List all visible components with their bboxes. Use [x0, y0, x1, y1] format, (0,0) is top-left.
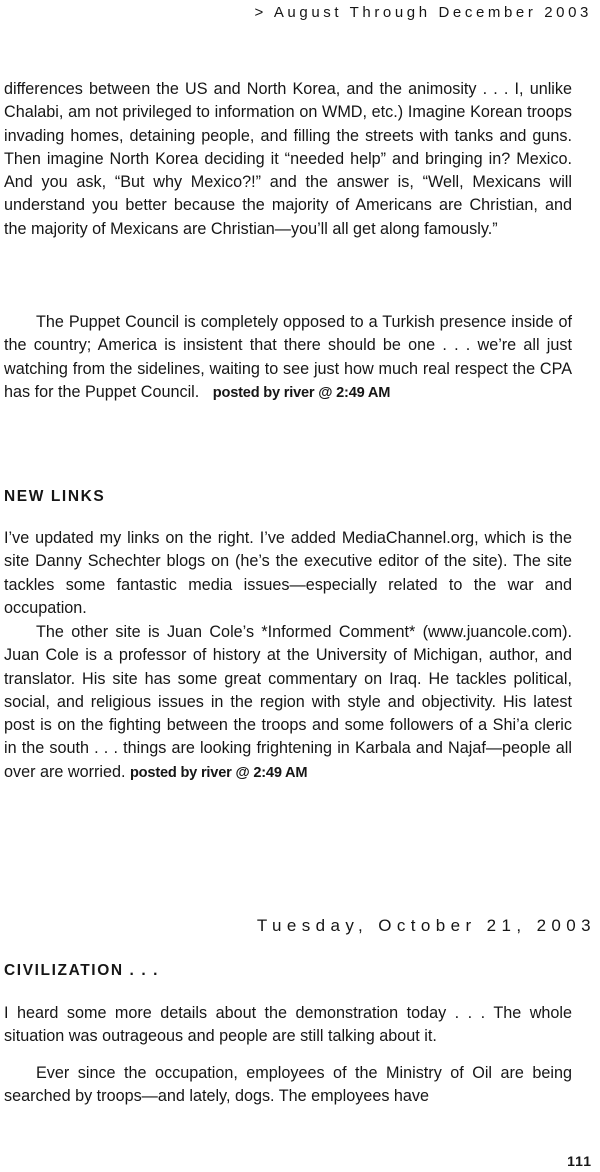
- post1-paragraph-1: differences between the US and North Korea, and the animosity . . . I, unlike Chalabi, am not privileged to information on WMD, etc.) Imagine Korean troops invading homes, detaining people, and filling the streets with tanks and guns. Then imagine North Korea deciding it “needed help” and bringing in? Mexico. And you ask, “But why Mexico?!” and the answer is, “Well, Mexicans will understand you better because the majority of Americans are Christian, and the majority of Mexicans are Christian—you’ll all get along famously.”: [4, 80, 572, 238]
- running-head: > August Through December 2003: [254, 4, 592, 21]
- post2-paragraph-1: I’ve updated my links on the right. I’ve added MediaChannel.org, which is the site Danny Schechter blogs on (he’s the executive editor of the site). The site tackles some fantastic media issues—especially related to the war and occupation.: [4, 529, 572, 617]
- post-heading-civilization: CIVILIZATION . . .: [4, 962, 160, 979]
- post-heading-new-links: NEW LINKS: [4, 488, 106, 505]
- post2-paragraph-2: [4, 621, 572, 785]
- post1-paragraph-2-text: The Puppet Council is completely opposed to a Turkish presence inside of the country; America is insistent that there should be one . . . we’re all just watching from the sidelines, waiting to see just how much real respect the CPA has for the Puppet Council.: [4, 313, 572, 401]
- post1-paragraph-2: [4, 311, 572, 405]
- posted-by: posted by river @ 2:49 AM: [129, 764, 308, 781]
- page-number: 111: [567, 1153, 592, 1169]
- posted-by: posted by river @ 2:49 AM: [212, 384, 391, 401]
- post3-paragraph-1: I heard some more details about the demonstration today . . . The whole situation was outrageous and people are still talking about it.: [4, 1004, 572, 1046]
- date-heading: Tuesday, October 21, 2003: [256, 916, 596, 935]
- post2-paragraph-2-text: The other site is Juan Cole’s *Informed Comment* (www.juancole.com). Juan Cole is a professor of history at the University of Michigan, author, and translator. His site has some great commentary on Iraq. He tackles political, social, and religious issues in the region with style and objectivity. His latest post is on the fighting between the troops and some followers of a Shi’a cleric in the south . . . things are looking frightening in Karbala and Najaf—people all over are worried.: [4, 623, 572, 781]
- post3-paragraph-2: Ever since the occupation, employees of the Ministry of Oil are being searched by troops—and lately, dogs. The employees have: [4, 1064, 572, 1106]
